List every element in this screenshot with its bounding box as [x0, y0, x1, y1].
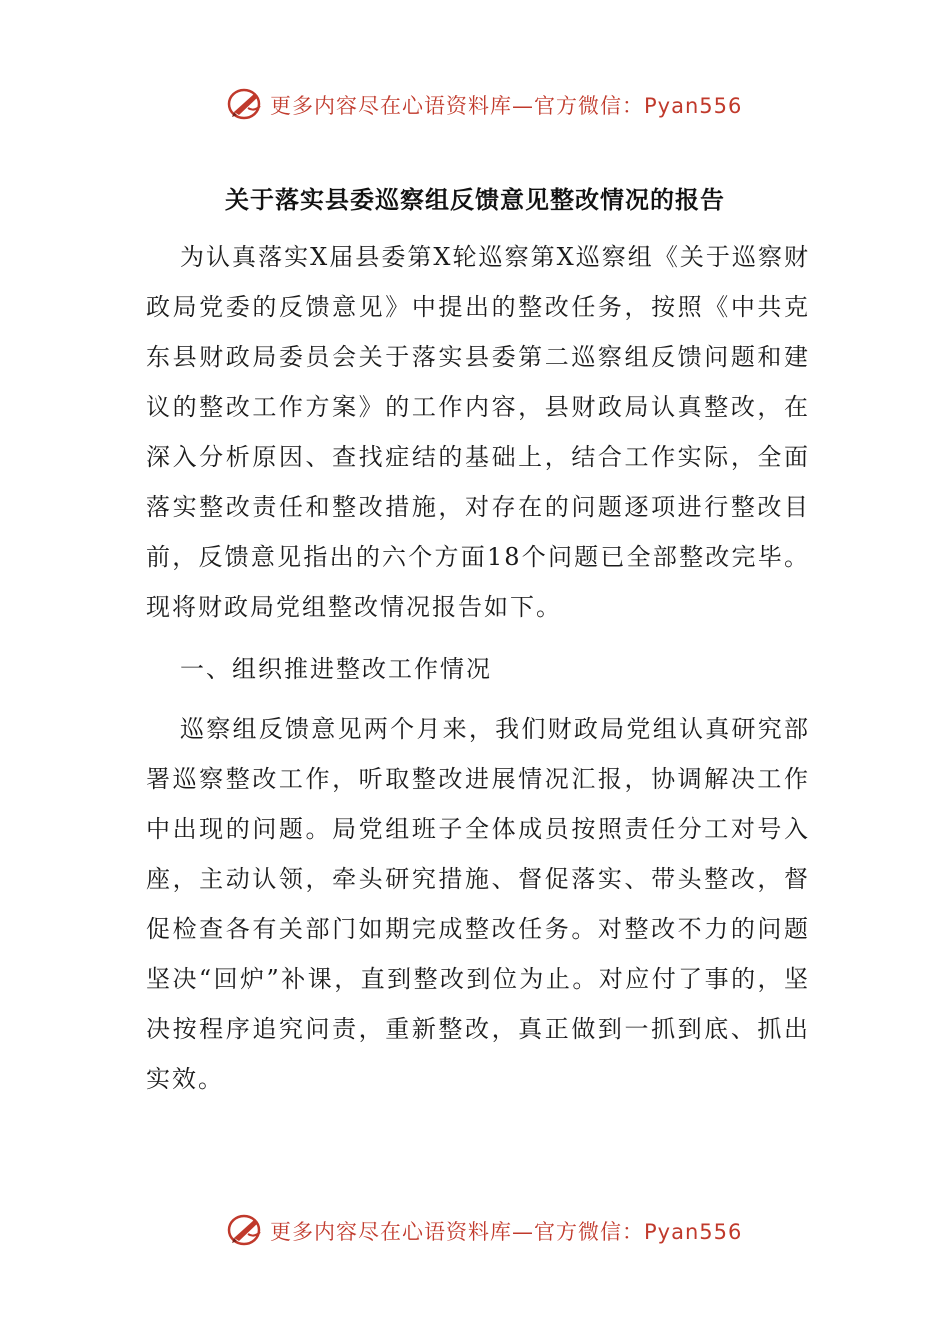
- banner-text: 更多内容尽在心语资料库—官方微信：Pyan556: [270, 94, 743, 118]
- page-title: 关于落实县委巡察组反馈意见整改情况的报告: [225, 185, 725, 214]
- header-banner: [0, 84, 950, 124]
- pen-logo-icon: [226, 86, 266, 122]
- section-heading: 一、组织推进整改工作情况: [180, 655, 492, 683]
- footer-banner: [0, 1210, 950, 1250]
- paragraph-intro: 为认真落实X届县委第X轮巡察第X巡察组《关于巡察财政局党委的反馈意见》中提出的整改任务，按照《中共克东县财政局委员会关于落实县委第二巡察组反馈问题和建议的整改工作方案》的工作内容，县财政局认真整改，在深入分析原因、查找症结的基础上，结合工作实际，全面落实整改责任和整改措施，对存在的问题逐项进行整改目前，反馈意见指出的六个方面18个问题已全部整改完毕。现将财政局党组整改情况报告如下。: [146, 243, 810, 621]
- pen-logo-icon: [226, 1212, 266, 1248]
- banner-text: 更多内容尽在心语资料库—官方微信：Pyan556: [270, 1220, 743, 1244]
- paragraph-section-one: 巡察组反馈意见两个月来，我们财政局党组认真研究部署巡察整改工作，听取整改进展情况汇报，协调解决工作中出现的问题。局党组班子全体成员按照责任分工对号入座，主动认领，牵头研究措施、督促落实、带头整改，督促检查各有关部门如期完成整改任务。对整改不力的问题坚决“回炉”补课，直到整改到位为止。对应付了事的，坚决按程序追究问责，重新整改，真正做到一抓到底、抓出实效。: [146, 715, 810, 1093]
